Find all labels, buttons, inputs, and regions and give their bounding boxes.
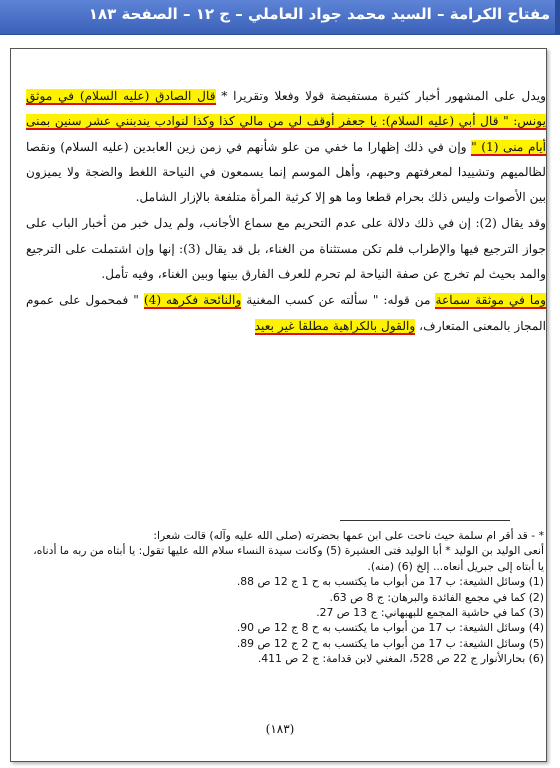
highlighted-hadith-yunus: قال الصادق (عليه السلام) في موثق يونس: " قال أبي (عليه السلام): يا جعفر أوقف لي من مالي كذا وكذا لنوادب يندبنني عشر سنين بمنى أيام منى (1) "	[26, 89, 546, 154]
highlighted-samaa-phrase: وما في موثقة سماعة	[435, 293, 546, 308]
footnote-3: (3) كما في حاشية المجمع للبهبهاني: ج 13 ص 27.	[316, 606, 544, 620]
footnote-star-continued: أنعى الوليد بن الوليد * أبا الوليد فتى العشيرة (5) وكانت سيدة النساء سلام الله عليها تقول: يا أبتاه من ربه ما أدناه، يا أبتاه إلى جبريل أنعاه... إلخ (6) (منه).	[33, 544, 544, 573]
highlighted-karaha-phrase: والقول بالكراهية مطلقا غير بعيد	[254, 318, 416, 333]
footnotes	[30, 528, 544, 667]
paragraph-1	[26, 84, 546, 210]
title-bar	[0, 0, 560, 35]
footnote-1: (1) وسائل الشيعة: ب 17 من أبواب ما يكتسب به ح 1 ج 12 ص 88.	[236, 575, 544, 589]
paragraph-3-part-4: " فمحمول على عموم المجاز بالمعنى المتعارف،	[26, 293, 546, 333]
page-number: (١٨٣)	[265, 722, 295, 736]
footnote-6: (6) بحارالأنوار ج 22 ص 528، المغني لابن قدامة: ج 2 ص 411.	[257, 652, 544, 666]
paragraph-1-rest: وإن في ذلك إظهارا ما خفي من علو شأنهم في زمن زين العابدين (عليه السلام) ونقصا لظالميهم وتشييدا لمعرفتهم وحبهم، وأهل الموسم إنما يسمعون في النياحة اللغط والضجة ولا يميزون بين الأصوات وليس ذلك بحرام قطعا وما هو إلا كرثية المرأة متلفعة بالإزار الشامل.	[26, 139, 546, 205]
title-bar-accent	[555, 0, 560, 34]
paragraph-2: وقد يقال (2): إن في ذلك دلالة على عدم التحريم مع سماع الأجانب، ولم يدل خبر من أخبار الباب على جواز الترجيع فيها والإطراب فلم تكن مستثناة من الغناء، بل قد يقال (3): إنها وإن اشتملت على الترجيع والمد بحيث لم تخرج عن صفة النياحة لم تحرم للعرف الفارق بينها وبين الغناء، وفيه تأمل.	[26, 216, 546, 282]
footnote-star: * - قد أقر ام سلمة حيث ناحت على ابن عمها بحضرته (صلى الله عليه وآله) قالت شعرا:	[153, 529, 544, 542]
page-title: مفتاح الكرامة – السيد محمد جواد العاملي – ج ١٢ – الصفحة ١٨٣	[88, 5, 550, 23]
footnote-divider	[340, 520, 510, 521]
highlighted-naiha-phrase: والنائحة فكرهه (4)	[143, 293, 242, 308]
paragraph-3	[26, 288, 546, 339]
footnote-5: (5) وسائل الشيعة: ب 17 من أبواب ما يكتسب به ح 2 ج 12 ص 89.	[236, 636, 544, 650]
paragraph-1-intro: ويدل على المشهور أخبار كثيرة مستفيضة قولا وفعلا وتقريرا *	[215, 89, 546, 103]
paragraph-3-part-2: من قوله: " سألته عن كسب المغنية	[241, 293, 436, 308]
footnote-4: (4) وسائل الشيعة: ب 17 من أبواب ما يكتسب به ح 8 ج 12 ص 90.	[236, 621, 544, 635]
main-text	[26, 84, 546, 340]
footnote-2: (2) كما في مجمع الفائدة والبرهان: ج 8 ص 63.	[329, 590, 544, 604]
